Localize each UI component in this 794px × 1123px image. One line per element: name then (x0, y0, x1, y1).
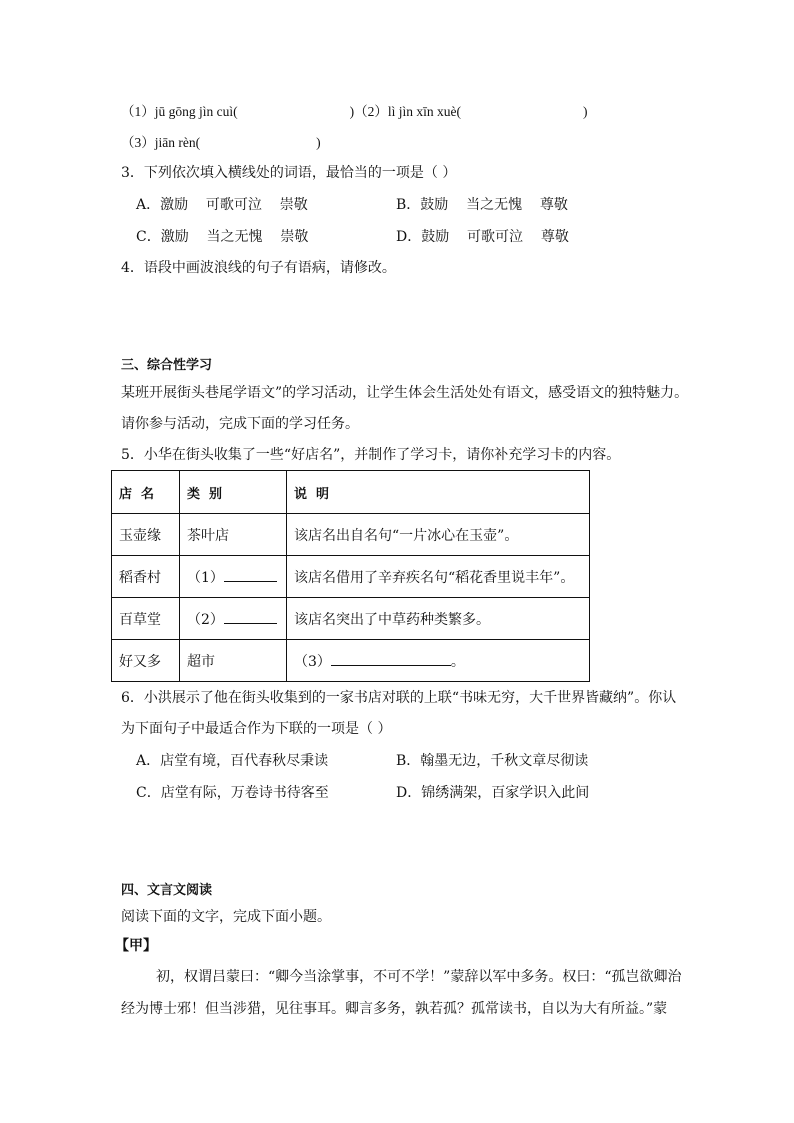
question-6-option-c: C．店堂有际，万卷诗书待客至 (136, 785, 329, 801)
question-4-stem: 4．语段中画波浪线的句子有语病，请修改。 (121, 260, 396, 276)
cell-description: 该店名出自名句“一片冰心在玉壶”。 (287, 514, 590, 556)
cell-shop-name: 百草堂 (112, 598, 180, 640)
header-shop-name: 店 名 (112, 471, 180, 514)
question-3-option-b: B．鼓励 当之无愧 尊敬 (396, 197, 568, 213)
answer-blank-2[interactable] (224, 609, 277, 624)
cell-category: 超市 (180, 640, 287, 682)
table-header-row (112, 471, 590, 514)
table-row (112, 556, 590, 598)
cell-category-blank-2: （2） (180, 598, 287, 640)
question-3-option-c: C．激励 当之无愧 崇敬 (136, 229, 309, 245)
section-3-title: 三、综合性学习 (121, 358, 213, 373)
cell-shop-name: 好又多 (112, 640, 180, 682)
study-card-table (111, 470, 590, 682)
table-row (112, 640, 590, 682)
passage-line-2: 经为博士邪！但当涉猎，见往事耳。卿言多务，孰若孤？孤常读书，自以为大有所益。”蒙 (121, 1001, 668, 1017)
question-6-stem-line-2: 为下面句子中最适合作为下联的一项是（ ） (121, 721, 392, 737)
answer-blank-1[interactable] (224, 567, 277, 582)
question-3-option-a: A．激励 可歌可泣 崇敬 (136, 197, 308, 213)
question-6-option-a: A．店堂有境，百代春秋尽秉读 (136, 753, 329, 769)
section-3-intro-line-2: 请你参与活动，完成下面的学习任务。 (121, 416, 359, 432)
cell-description-blank-3: （3） 。 (287, 640, 590, 682)
answer-blank-3[interactable] (331, 651, 451, 666)
question-6-stem-line-1: 6．小洪展示了他在街头收集到的一家书店对联的上联“书味无穷，大千世界皆藏纳”。你认 (121, 690, 677, 706)
question-6-option-b: B．翰墨无边，千秋文章尽彻读 (396, 753, 589, 769)
question-3-option-d: D．鼓励 可歌可泣 尊敬 (396, 229, 569, 245)
table-row (112, 598, 590, 640)
cell-description: 该店名借用了辛弃疾名句“稻花香里说丰年”。 (287, 556, 590, 598)
question-6-option-d: D．锦绣满架，百家学识入此间 (396, 785, 590, 801)
cell-shop-name: 稻香村 (112, 556, 180, 598)
cell-category-blank-1: （1） (180, 556, 287, 598)
header-category: 类 别 (180, 471, 287, 514)
cell-shop-name: 玉壶缘 (112, 514, 180, 556)
pinyin-item-1: （1）jū gōng jìn cuì( )（2）lì jìn xīn xuè( ) (121, 104, 588, 119)
passage-tag-jia: 【甲】 (115, 938, 157, 954)
section-4-title: 四、文言文阅读 (121, 883, 213, 898)
cell-description: 该店名突出了中草药种类繁多。 (287, 598, 590, 640)
question-5-stem: 5．小华在街头收集了一些“好店名”，并制作了学习卡，请你补充学习卡的内容。 (121, 447, 621, 463)
pinyin-item-3: （3）jiān rèn( ) (121, 135, 321, 150)
header-description: 说 明 (287, 471, 590, 514)
cell-category: 茶叶店 (180, 514, 287, 556)
passage-line-1: 初，权谓吕蒙曰：“卿今当涂掌事，不可不学！”蒙辞以军中多务。权曰：“孤岂欲卿治 (156, 969, 682, 985)
question-3-stem: 3．下列依次填入横线处的词语，最恰当的一项是（ ） (121, 165, 457, 181)
section-3-intro-line-1: 某班开展街头巷尾学语文”的学习活动，让学生体会生活处处有语文，感受语文的独特魅力。 (121, 385, 689, 401)
section-4-intro: 阅读下面的文字，完成下面小题。 (121, 909, 331, 925)
table-row (112, 514, 590, 556)
